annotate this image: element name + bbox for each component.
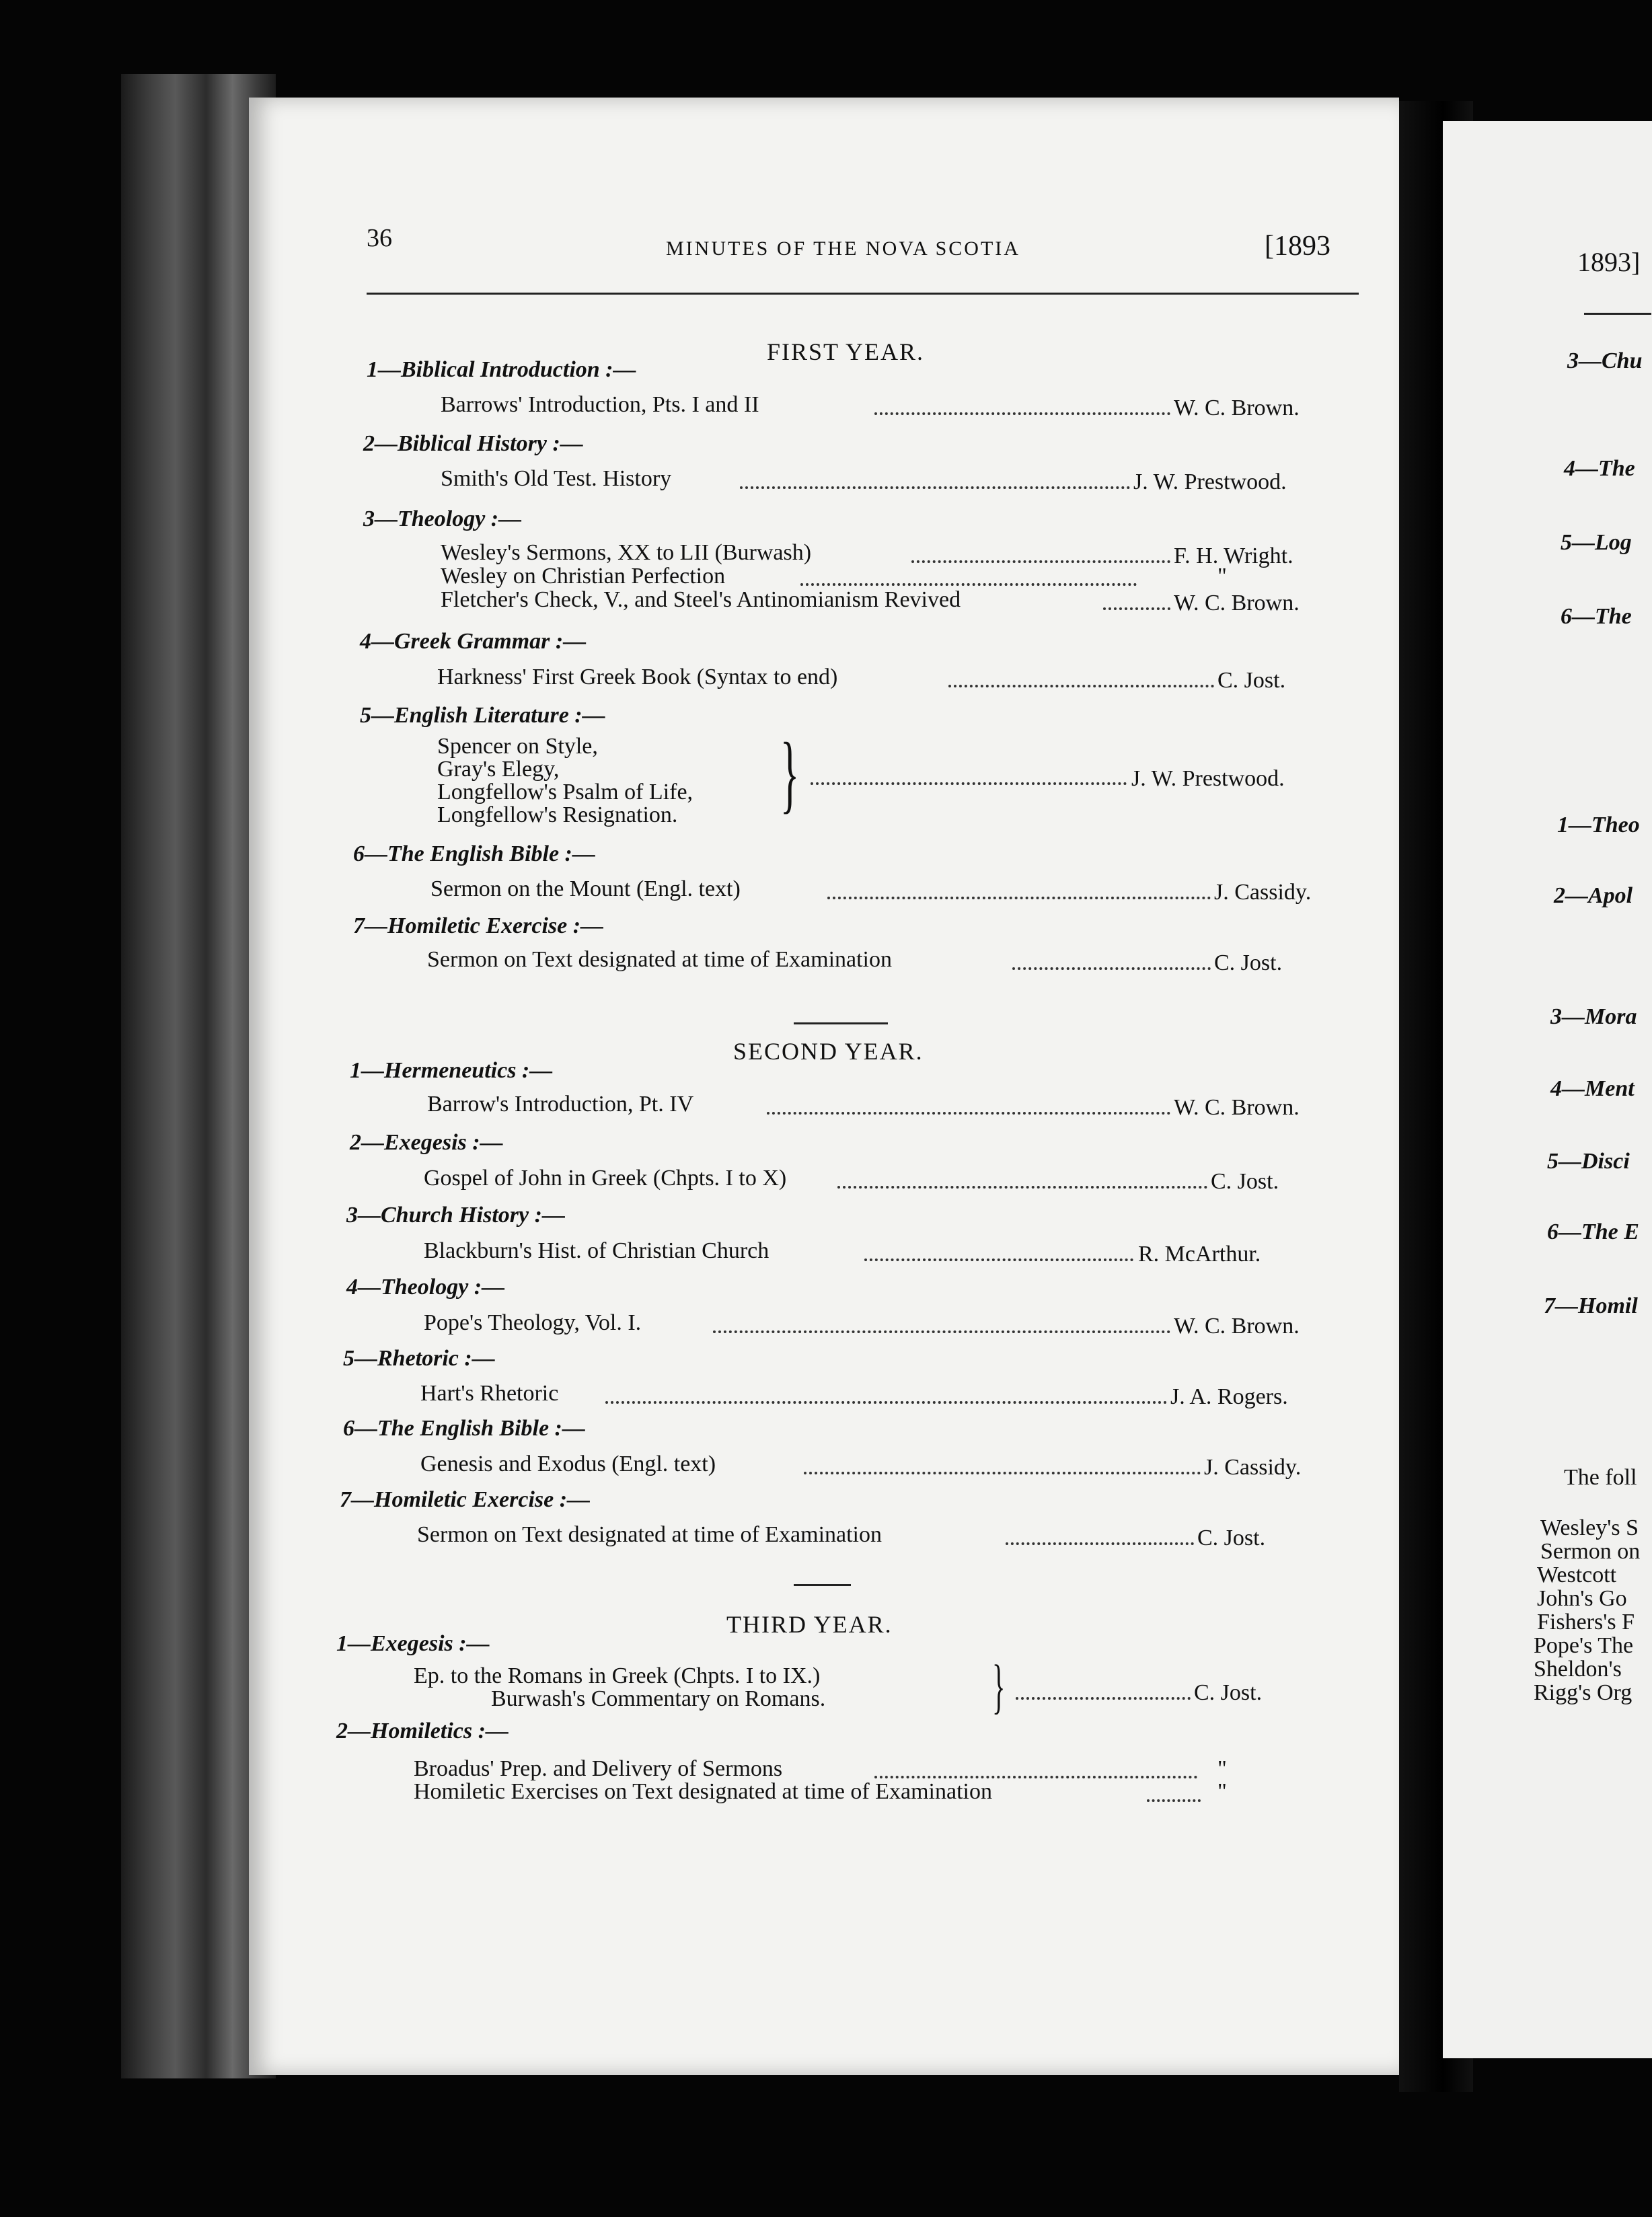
dot-leader [605, 1401, 1167, 1404]
dot-leader [874, 412, 1170, 415]
subject-heading: 4—Theology :— [346, 1275, 505, 1300]
course-text: Spencer on Style, [437, 734, 598, 759]
fragment-text: Pope's The [1534, 1633, 1634, 1658]
section-heading-second: SECOND YEAR. [733, 1038, 924, 1065]
dot-leader [1006, 1542, 1194, 1545]
section-heading-third: THIRD YEAR. [726, 1611, 893, 1638]
examiner-name: F. H. Wright. [1174, 543, 1293, 568]
subject-heading: 6—The English Bible :— [353, 841, 595, 866]
examiner-name: J. A. Rogers. [1170, 1384, 1288, 1409]
fragment-text: 7—Homil [1544, 1293, 1638, 1318]
page-number: 36 [367, 224, 392, 252]
right-header-year: 1893] [1577, 247, 1641, 277]
examiner-name: R. McArthur. [1138, 1242, 1261, 1267]
course-text: Gray's Elegy, [437, 757, 560, 782]
ditto-mark: " [1217, 1756, 1227, 1781]
examiner-name: J. Cassidy. [1214, 880, 1312, 905]
dot-leader [864, 1258, 1133, 1261]
section-heading-first: FIRST YEAR. [767, 338, 925, 365]
dot-leader [800, 583, 1137, 586]
course-text: Homiletic Exercises on Text designated at time of Examination [414, 1779, 992, 1804]
subject-heading: 4—Greek Grammar :— [360, 629, 587, 654]
header-rule [1584, 313, 1651, 315]
course-text: Barrow's Introduction, Pt. IV [427, 1092, 694, 1117]
left-page [249, 98, 1399, 2075]
subject-heading: 2—Homiletics :— [336, 1719, 509, 1743]
fragment-text: Westcott [1537, 1563, 1617, 1587]
dot-leader [1147, 1799, 1201, 1802]
section-divider [794, 1584, 851, 1586]
dot-leader [911, 560, 1170, 563]
dot-leader [874, 1776, 1197, 1778]
examiner-name: J. W. Prestwood. [1133, 469, 1287, 494]
examiner-name: W. C. Brown. [1174, 591, 1300, 615]
dot-leader [1016, 1697, 1191, 1700]
dot-leader [740, 486, 1130, 489]
course-text: Ep. to the Romans in Greek (Chpts. I to IX.) [414, 1663, 821, 1688]
fragment-text: 6—The E [1547, 1219, 1639, 1244]
running-title: MINUTES OF THE NOVA SCOTIA [666, 237, 1020, 260]
subject-heading: 2—Biblical History :— [363, 431, 583, 456]
course-text: Broadus' Prep. and Delivery of Sermons [414, 1756, 783, 1781]
fragment-text: 6—The [1561, 604, 1632, 629]
subject-heading: 1—Exegesis :— [336, 1631, 490, 1656]
right-brace: } [992, 1653, 1006, 1720]
course-text: Burwash's Commentary on Romans. [491, 1686, 826, 1711]
examiner-name: C. Jost. [1211, 1169, 1279, 1194]
header-rule [367, 293, 1359, 295]
fragment-text: 3—Mora [1550, 1004, 1637, 1029]
dot-leader [1103, 607, 1170, 610]
fragment-text: 3—Chu [1567, 348, 1643, 373]
fragment-text: 2—Apol [1554, 883, 1633, 908]
examiner-name: C. Jost. [1197, 1526, 1266, 1550]
examiner-name: W. C. Brown. [1174, 396, 1300, 420]
subject-heading: 1—Hermeneutics :— [350, 1058, 553, 1083]
dot-leader [811, 782, 1127, 785]
ditto-mark: " [1217, 564, 1227, 589]
examiner-name: C. Jost. [1217, 668, 1286, 693]
fragment-text: 5—Disci [1547, 1149, 1630, 1174]
course-text: Hart's Rhetoric [420, 1381, 559, 1406]
course-text: Pope's Theology, Vol. I. [424, 1310, 642, 1335]
examiner-name: J. Cassidy. [1204, 1455, 1302, 1480]
subject-heading: 5—Rhetoric :— [343, 1346, 495, 1371]
subject-heading: 6—The English Bible :— [343, 1416, 585, 1441]
dot-leader [713, 1330, 1170, 1333]
right-page-partial [1443, 121, 1652, 2058]
course-text: Blackburn's Hist. of Christian Church [424, 1238, 769, 1263]
course-text: Wesley on Christian Perfection [441, 564, 726, 589]
course-text: Sermon on Text designated at time of Examination [427, 947, 893, 972]
examiner-name: W. C. Brown. [1174, 1314, 1300, 1339]
subject-heading: 5—English Literature :— [360, 703, 605, 728]
examiner-name: J. W. Prestwood. [1131, 766, 1285, 791]
dot-leader [767, 1112, 1170, 1115]
course-text: Sermon on the Mount (Engl. text) [430, 876, 741, 901]
dot-leader [827, 897, 1211, 899]
examiner-name: C. Jost. [1214, 950, 1283, 975]
subject-heading: 7—Homiletic Exercise :— [340, 1487, 591, 1512]
examiner-name: C. Jost. [1194, 1680, 1263, 1705]
fragment-text: Fishers's F [1537, 1610, 1635, 1634]
subject-heading: 1—Biblical Introduction :— [367, 357, 636, 382]
dot-leader [1012, 967, 1211, 970]
course-text: Wesley's Sermons, XX to LII (Burwash) [441, 540, 812, 565]
fragment-text: The foll [1564, 1465, 1637, 1490]
fragment-text: 1—Theo [1557, 813, 1640, 837]
fragment-text: 4—The [1564, 456, 1635, 481]
ditto-mark: " [1217, 1779, 1227, 1804]
section-divider [794, 1022, 888, 1024]
subject-heading: 2—Exegesis :— [350, 1130, 503, 1155]
course-text: Fletcher's Check, V., and Steel's Antinomianism Revived [441, 587, 961, 612]
subject-heading: 7—Homiletic Exercise :— [353, 913, 604, 938]
fragment-text: Wesley's S [1540, 1515, 1639, 1540]
course-text: Longfellow's Resignation. [437, 802, 678, 827]
course-text: Gospel of John in Greek (Chpts. I to X) [424, 1166, 787, 1191]
course-text: Barrows' Introduction, Pts. I and II [441, 392, 759, 417]
fragment-text: John's Go [1537, 1586, 1627, 1611]
examiner-name: W. C. Brown. [1174, 1095, 1300, 1120]
course-text: Harkness' First Greek Book (Syntax to end) [437, 665, 838, 689]
course-text: Sermon on Text designated at time of Examination [417, 1522, 883, 1547]
right-brace: } [780, 725, 800, 822]
dot-leader [804, 1472, 1201, 1474]
course-text: Smith's Old Test. History [441, 466, 672, 491]
fragment-text: Sermon on [1540, 1539, 1641, 1564]
fragment-text: 4—Ment [1550, 1076, 1635, 1101]
course-text: Genesis and Exodus (Engl. text) [420, 1452, 716, 1476]
fragment-text: Sheldon's [1534, 1657, 1622, 1682]
dot-leader [948, 685, 1214, 687]
fragment-text: 5—Log [1561, 530, 1632, 555]
subject-heading: 3—Theology :— [363, 506, 522, 531]
dot-leader [837, 1186, 1207, 1189]
subject-heading: 3—Church History :— [346, 1203, 565, 1228]
header-year: [1893 [1265, 231, 1330, 262]
fragment-text: Rigg's Org [1534, 1680, 1632, 1705]
course-text: Longfellow's Psalm of Life, [437, 780, 693, 804]
